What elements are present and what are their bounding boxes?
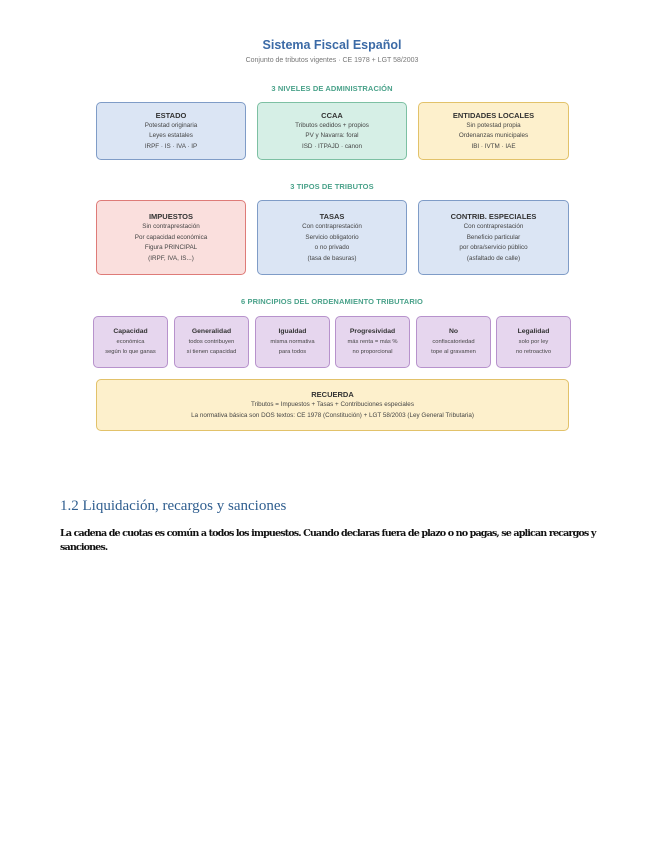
- box-title: IMPUESTOS: [148, 212, 194, 221]
- box-title: Legalidad: [517, 328, 550, 335]
- diagram-title: Sistema Fiscal Español: [262, 38, 402, 52]
- box-line: solo por ley: [518, 339, 549, 345]
- recuerda-title: RECUERDA: [311, 390, 354, 399]
- box-line: Con contraprestación: [463, 223, 524, 230]
- box-line: Leyes estatales: [149, 132, 193, 140]
- box-line: Potestad originaria: [144, 121, 198, 129]
- box-title: ENTIDADES LOCALES: [452, 110, 535, 120]
- box-impuestos: [96, 200, 246, 275]
- box-title: Igualdad: [278, 328, 307, 335]
- box-title: Capacidad: [113, 328, 148, 335]
- box-line: no proporcional: [352, 349, 393, 355]
- box-principio-progresividad: [335, 316, 410, 368]
- box-line: Con contraprestación: [302, 223, 362, 230]
- box-line: IRPF · IS · IVA · IP: [144, 142, 198, 150]
- box-principio-no-confiscatoriedad: [416, 316, 491, 368]
- section-label-principios: 6 PRINCIPIOS DEL ORDENAMIENTO TRIBUTARIO: [241, 297, 423, 306]
- section-label-niveles: 3 NIVELES DE ADMINISTRACIÓN: [271, 84, 393, 93]
- box-line: todos contribuyen: [188, 339, 235, 345]
- box-line: (IRPF, IVA, IS...): [148, 254, 194, 262]
- box-principio-legalidad: [496, 316, 571, 368]
- box-line: Figura PRINCIPAL: [144, 244, 198, 251]
- box-line: Sin contraprestación: [142, 223, 200, 230]
- box-line: Ordenanzas municipales: [458, 132, 529, 140]
- box-line: Sin potestad propia: [466, 121, 521, 129]
- box-line: o no privado: [314, 244, 350, 251]
- recuerda-box: [96, 379, 569, 431]
- box-estado: [96, 102, 246, 160]
- box-line: IBI · IVTM · IAE: [471, 142, 516, 150]
- box-line: Beneficio particular: [466, 233, 521, 241]
- box-line: confiscatoriedad: [432, 339, 475, 345]
- box-line: PV y Navarra: foral: [305, 132, 359, 140]
- box-line: para todos: [278, 349, 307, 355]
- box-title: No: [448, 328, 459, 335]
- box-title: Generalidad: [191, 328, 232, 335]
- section-heading: 1.2 Liquidación, recargos y sanciones: [60, 498, 287, 514]
- box-line: Por capacidad económica: [134, 233, 208, 241]
- box-line: tope al gravamen: [431, 349, 476, 355]
- box-principio-capacidad: [93, 316, 168, 368]
- box-line: según lo que ganas: [105, 349, 156, 355]
- diagram-subtitle: Conjunto de tributos vigentes · CE 1978 + LGT 58/2003: [245, 57, 419, 64]
- box-line: por obra/servicio público: [459, 244, 528, 251]
- section-label-tipos: 3 TIPOS DE TRIBUTOS: [290, 182, 374, 191]
- box-ccaa: [257, 102, 407, 160]
- box-tasas: [257, 200, 407, 275]
- box-principio-generalidad: [174, 316, 249, 368]
- box-principio-igualdad: [255, 316, 330, 368]
- box-entidades-locales: [418, 102, 569, 160]
- box-title: TASAS: [319, 212, 345, 221]
- box-title: CCAA: [321, 110, 343, 120]
- box-title: Progresividad: [349, 328, 396, 335]
- box-line: Tributos cedidos + propios: [295, 121, 369, 129]
- box-title: ESTADO: [155, 110, 187, 120]
- box-line: si tienen capacidad: [186, 349, 237, 355]
- box-line: ISD · ITPAJD · canon: [301, 142, 363, 150]
- box-line: no retroactivo: [515, 349, 552, 355]
- recuerda-line: Tributos = Impuestos + Tasas + Contribuciones especiales: [251, 401, 414, 408]
- box-contrib-especiales: [418, 200, 569, 275]
- box-line: económica: [116, 339, 145, 345]
- box-title: CONTRIB. ESPECIALES: [450, 212, 537, 221]
- recuerda-line: La normativa básica son DOS textos: CE 1978 (Constitución) + LGT 58/2003 (Ley General Tributaria): [191, 411, 474, 419]
- box-line: Servicio obligatorio: [305, 233, 359, 241]
- box-line: misma normativa: [270, 339, 315, 345]
- box-line: (asfaltado de calle): [466, 254, 521, 262]
- box-line: (tasa de basuras): [307, 254, 357, 262]
- body-paragraph: La cadena de cuotas es común a todos los impuestos. Cuando declaras fuera de plazo o no pagas, se aplican recargos y sanciones.: [60, 528, 596, 553]
- box-line: más renta = más %: [347, 339, 398, 345]
